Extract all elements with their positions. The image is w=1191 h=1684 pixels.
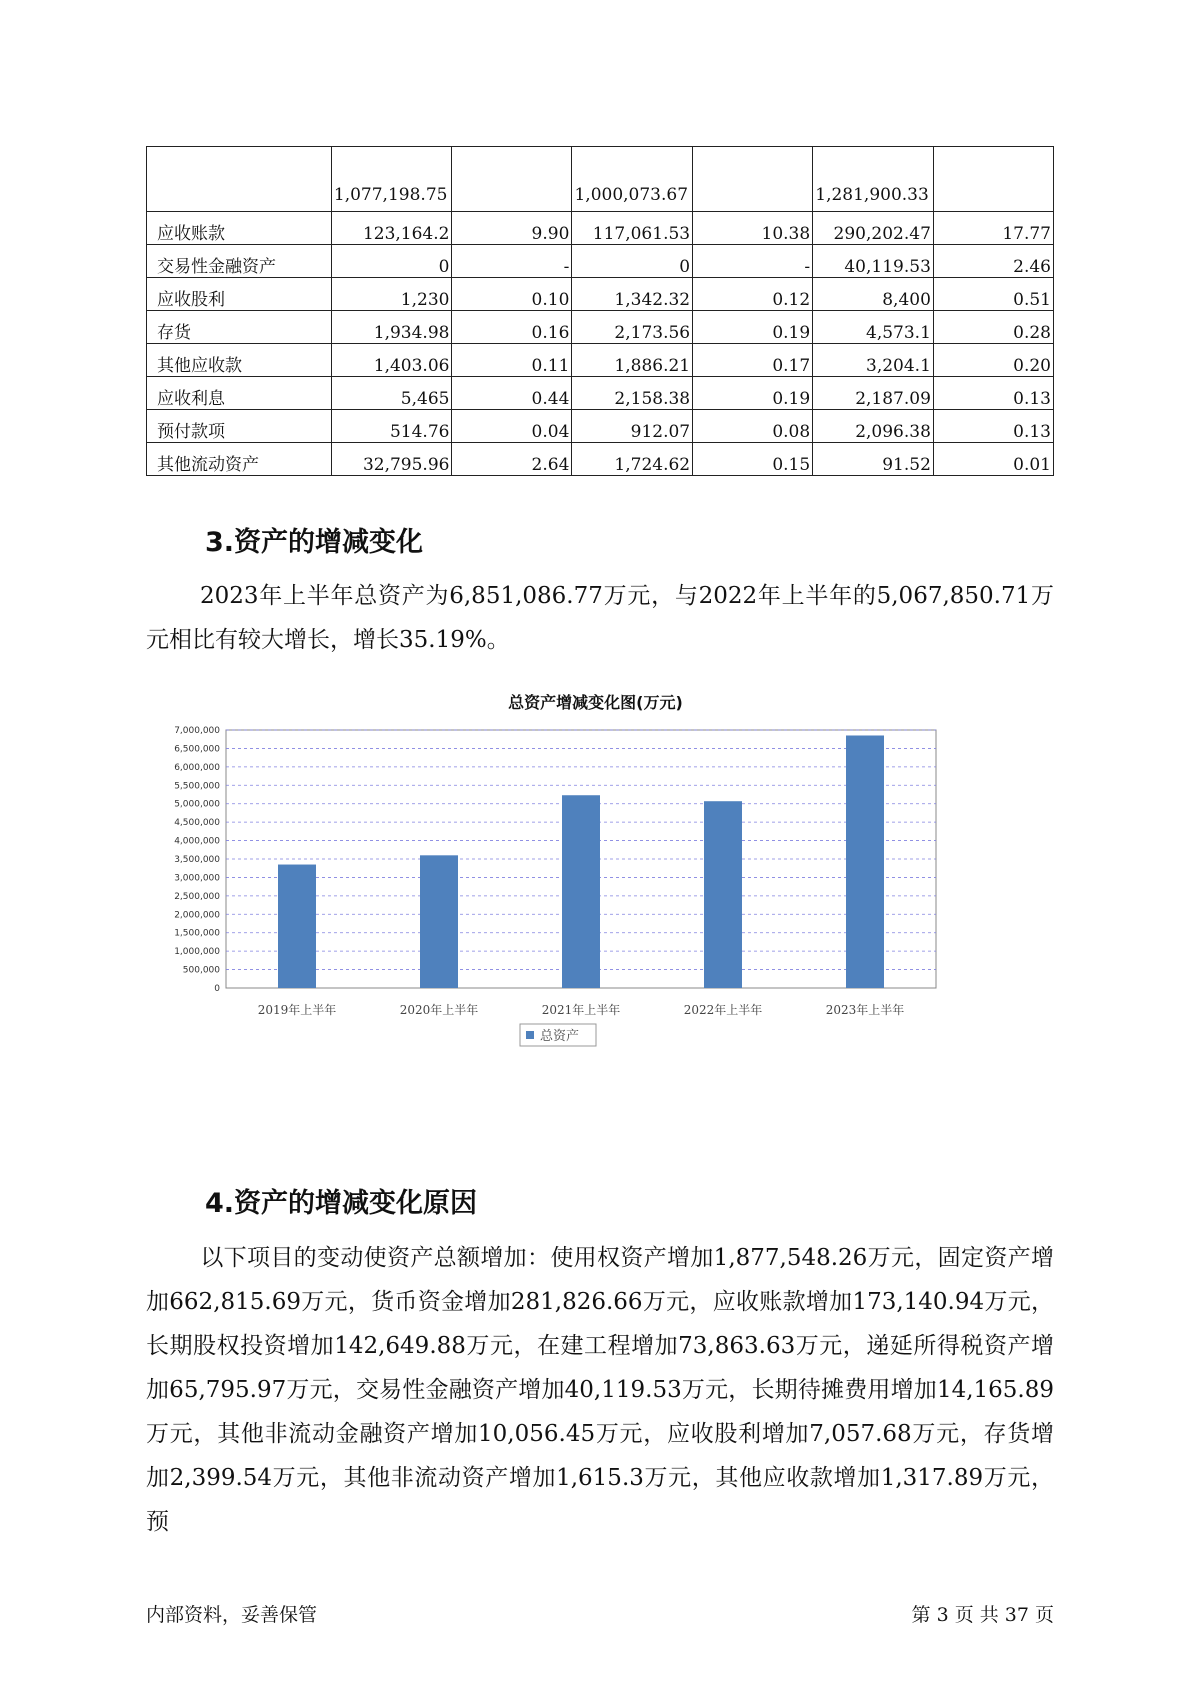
table-cell-value: 514.76 [331,410,452,443]
table-cell-value: 32,795.96 [331,443,452,476]
table-cell-value: 1,886.21 [572,344,693,377]
bar [846,735,884,988]
section-heading: 3.资产的增减变化 [205,527,424,558]
table-cell-name: 应收账款 [147,212,332,245]
table-cell-percent [933,147,1053,212]
table-cell-value: 0 [331,245,452,278]
y-tick-label: 4,500,000 [174,818,220,829]
y-tick-label: 5,500,000 [174,781,220,792]
table-row [147,212,1054,245]
table-cell-percent: 0.10 [452,278,572,311]
table-cell-percent: 10.38 [693,212,813,245]
table-cell-percent [693,147,813,212]
table-cell-percent: 0.44 [452,377,572,410]
y-tick-label: 7,000,000 [174,726,220,736]
table-cell-name [147,147,332,212]
table-row [147,443,1054,476]
y-tick-label: 1,500,000 [174,928,220,939]
table-cell-name: 存货 [147,311,332,344]
asset-bar-chart [146,720,1026,1140]
y-tick-label: 6,500,000 [174,744,220,755]
y-tick-label: 5,000,000 [174,799,220,810]
table-cell-value: 2,158.38 [572,377,693,410]
table-cell-value: 123,164.2 [331,212,452,245]
table-cell-value: 2,096.38 [813,410,934,443]
y-tick-label: 3,500,000 [174,855,220,865]
legend-swatch [526,1031,534,1039]
table-cell-percent: 0.11 [452,344,572,377]
table-cell-percent: 9.90 [452,212,572,245]
table-cell-value: 1,342.32 [572,278,693,311]
table-row [147,147,1054,212]
table-cell-name: 其他流动资产 [147,443,332,476]
table-cell-value: 1,000,073.67 [572,147,693,212]
table-cell-value: 1,077,198.75 [331,147,452,212]
table-cell-percent: 0.17 [693,344,813,377]
table-cell-value: 2,173.56 [572,311,693,344]
table-cell-name: 交易性金融资产 [147,245,332,278]
table-cell-percent: 0.28 [933,311,1053,344]
section-paragraph: 以下项目的变动使资产总额增加：使用权资产增加1,877,548.26万元，固定资产增加662,815.69万元，货币资金增加281,826.66万元，应收账款增加173,140.94万元，长期股权投资增加142,649.88万元，在建工程增加73,863.63万元，递延所得税资产增加65,795.97万元，交易性金融资产增加40,119.53万元，长期待摊费用增加14,165.89万元，其他非流动金融资产增加10,056.45万元，应收股利增加7,057.68万元，存货增加2,399.54万元，其他非流动资产增加1,615.3万元，其他应收款增加1,317.89万元，预 [146,1245,1054,1535]
y-tick-label: 4,000,000 [174,836,220,847]
table-cell-percent: 0.20 [933,344,1053,377]
table-row [147,377,1054,410]
bar [704,801,742,988]
y-tick-label: 3,000,000 [174,873,220,884]
table-cell-percent: 0.51 [933,278,1053,311]
table-cell-percent [452,147,572,212]
table-cell-percent: 17.77 [933,212,1053,245]
table-cell-value: 2,187.09 [813,377,934,410]
footer-note: 内部资料，妥善保管 [146,1604,318,1626]
table-cell-value: 117,061.53 [572,212,693,245]
page-number: 第 3 页 共 37 页 [911,1604,1054,1626]
table-cell-percent: 0.12 [693,278,813,311]
table-cell-percent: 2.64 [452,443,572,476]
table-cell-percent: 0.19 [693,377,813,410]
asset-table [146,146,1054,476]
table-cell-value: 3,204.1 [813,344,934,377]
table-cell-value: 4,573.1 [813,311,934,344]
section-heading: 4.资产的增减变化原因 [205,1188,478,1219]
y-tick-label: 500,000 [182,965,220,976]
table-cell-value: 290,202.47 [813,212,934,245]
table-cell-percent: 0.13 [933,410,1053,443]
table-cell-percent: 0.04 [452,410,572,443]
x-tick-label: 2020年上半年 [399,1003,479,1017]
table-cell-value: 40,119.53 [813,245,934,278]
bar [420,855,458,988]
table-row [147,278,1054,311]
table-cell-value: 1,724.62 [572,443,693,476]
y-tick-label: 0 [214,984,220,994]
table-cell-value: 912.07 [572,410,693,443]
table-row [147,311,1054,344]
legend-label: 总资产 [540,1029,580,1044]
table-cell-name: 预付款项 [147,410,332,443]
table-row [147,410,1054,443]
table-cell-value: 1,281,900.33 [813,147,934,212]
table-cell-percent: 0.01 [933,443,1053,476]
table-row [147,245,1054,278]
x-tick-label: 2023年上半年 [825,1003,905,1017]
chart-title: 总资产增减变化图(万元) [508,693,683,712]
table-cell-value: 0 [572,245,693,278]
y-tick-label: 2,500,000 [174,891,220,902]
table-cell-value: 91.52 [813,443,934,476]
y-tick-label: 2,000,000 [174,910,220,921]
table-cell-percent: 0.19 [693,311,813,344]
x-tick-label: 2021年上半年 [541,1003,621,1017]
y-tick-label: 1,000,000 [174,947,220,958]
table-cell-percent: 0.13 [933,377,1053,410]
table-cell-percent: 0.08 [693,410,813,443]
table-cell-value: 8,400 [813,278,934,311]
table-cell-percent: 0.15 [693,443,813,476]
table-cell-value: 1,403.06 [331,344,452,377]
table-cell-value: 1,230 [331,278,452,311]
table-cell-value: 1,934.98 [331,311,452,344]
x-tick-label: 2022年上半年 [683,1003,763,1017]
table-cell-percent: 2.46 [933,245,1053,278]
table-cell-value: 5,465 [331,377,452,410]
x-tick-label: 2019年上半年 [257,1003,337,1017]
table-cell-percent: - [452,245,572,278]
section-paragraph: 2023年上半年总资产为6,851,086.77万元，与2022年上半年的5,067,850.71万元相比有较大增长，增长35.19%。 [146,583,1054,653]
table-cell-name: 应收股利 [147,278,332,311]
bar [562,795,600,988]
table-row [147,344,1054,377]
table-cell-name: 其他应收款 [147,344,332,377]
table-cell-name: 应收利息 [147,377,332,410]
bar [278,865,316,988]
y-tick-label: 6,000,000 [174,762,220,773]
table-cell-percent: 0.16 [452,311,572,344]
table-cell-percent: - [693,245,813,278]
